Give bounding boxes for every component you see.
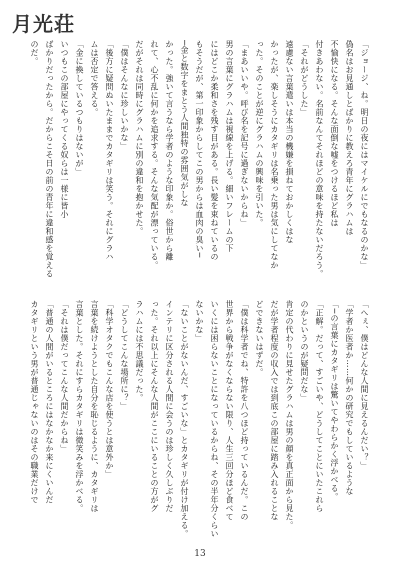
text-line: 「どうしてこんな場所に？」 <box>120 300 129 411</box>
text-line: 「まあいいや。呼び名を記号に過ぎないからね」 <box>240 40 249 227</box>
text-line: ないかな」 <box>195 300 204 343</box>
text-line: ばかりだったから。だからこそ日の前の青年に違和感を覚える <box>45 40 54 278</box>
page-number: 13 <box>194 549 206 559</box>
text-line: だが学者程度の収入では到底この部屋に踏み入れることな <box>270 300 279 521</box>
text-line: 「ないことがないんだ、すごいな」とカタギリが付け加える。 <box>180 300 189 538</box>
text-line: 不愉快になる。そんな面倒な嘘をつけるほど私は <box>330 40 339 227</box>
text-line: 「僕はそんなに珍しいかな」 <box>120 40 129 151</box>
text-line: 偽名はお見通しとばかりに教えろ青年にグラハムは <box>345 40 354 236</box>
text-block-bottom <box>22 300 372 540</box>
text-line: 「ジョージ、ね。明日の夜にはマイケルにでもなるのかな」 <box>360 40 369 270</box>
text-line: ─金と数字をまとう人間独特の雰囲気がしな <box>180 40 189 207</box>
text-line: ムは否定で答える。 <box>90 40 99 117</box>
text-line: どできないはずだ。 <box>255 300 264 377</box>
text-line: った。そのことが逆にグラハムの興味を引いた。 <box>255 40 264 227</box>
text-line: 世界から戦争がなくならない限り、人生三回分ほど食べて <box>225 300 234 521</box>
running-title: 月光荘 <box>12 12 75 36</box>
text-line: もそうだが、第一印象からしてこの男からは血肉の臭い─ <box>195 40 204 258</box>
text-line: かった。強いて言うなら学者のような印象か。俗世から離 <box>165 40 174 261</box>
text-line: 「普通の人間がいるところにはなかなか来にくいんだ <box>45 300 54 504</box>
text-line: インテリに区分される人間に会うのは珍しく久しぶりだ <box>165 300 174 513</box>
text-line: 言葉とした。それにすらカタギリは微笑みを浮かべる。 <box>75 300 84 513</box>
text-line: 「科学オタクでもこんな店を使うとは意外か」 <box>105 300 114 479</box>
text-line: のかというのが疑問だな」 <box>300 300 309 402</box>
text-line: 付きあわない。名前なんてそれほどの意味を持たないだろう。 <box>315 40 324 278</box>
text-line: 「後方に疑問ぬいたままでカタギリは笑う。それにグラハ <box>105 40 114 261</box>
text-line: いつもこの部屋にやってくる奴らは一様に皆小 <box>60 40 69 219</box>
running-header <box>12 8 75 37</box>
text-line: かったが、楽しそうにカタギリは名乗った男は気にしてなか <box>270 40 279 270</box>
text-line: カタギリという男が普通じゃないのはその職業だけで <box>30 300 39 504</box>
text-line: れて、心不乱に何かを追求する。そんな気配が漂っている。 <box>150 40 159 270</box>
text-line: いくには困らないことになっているからね、その半年分くらい <box>210 300 219 538</box>
text-line: のだ。 <box>30 40 39 66</box>
text-line: ラハムには不思議だった。 <box>135 300 144 402</box>
text-line: 「金に換しているつもりはないが」 <box>75 40 84 176</box>
text-line: 「学者か医者か……何かの研究でもしているような <box>345 300 354 496</box>
text-line: 「へぇ、僕はどんな人間に見えるんだい？」 <box>360 300 369 470</box>
text-line: 「正解。だって、すごいや、どうしてことにいたこれら <box>315 300 324 513</box>
text-line: 言葉を続けようとした自分を恥じるように、カタギリは <box>90 300 99 513</box>
text-line: 「それは僕だってこんな人間だからね」 <box>60 300 69 453</box>
text-line: 「─の言葉にカタギリは驚いてやわらかく浮かべる。 <box>330 300 339 501</box>
text-line: にはどこか柔和さを残す目がある。長い髪を束ねているの <box>210 40 219 261</box>
text-line: 「僕は科学者でね、特許を八つほど持っているんだ。この <box>240 300 249 521</box>
text-line: だがそれは同時にグラハムに別の違和を抱かせた。 <box>135 40 144 236</box>
text-line: 遠慮ない言葉遣いは本当の機嫌を損ねておかしくはな <box>285 40 294 244</box>
text-line: 肯定の代わりに見せたグラハムは男の顔を真正面から見た。 <box>285 300 294 530</box>
text-line: った。それ以上にそんな人間がここにいることの方がグ <box>150 300 159 513</box>
text-line: 「それがどうした」 <box>300 40 309 117</box>
text-line: 男の言葉にグラハムは視線を上げる。細いフレームの下 <box>225 40 234 253</box>
text-block-top <box>22 40 372 280</box>
